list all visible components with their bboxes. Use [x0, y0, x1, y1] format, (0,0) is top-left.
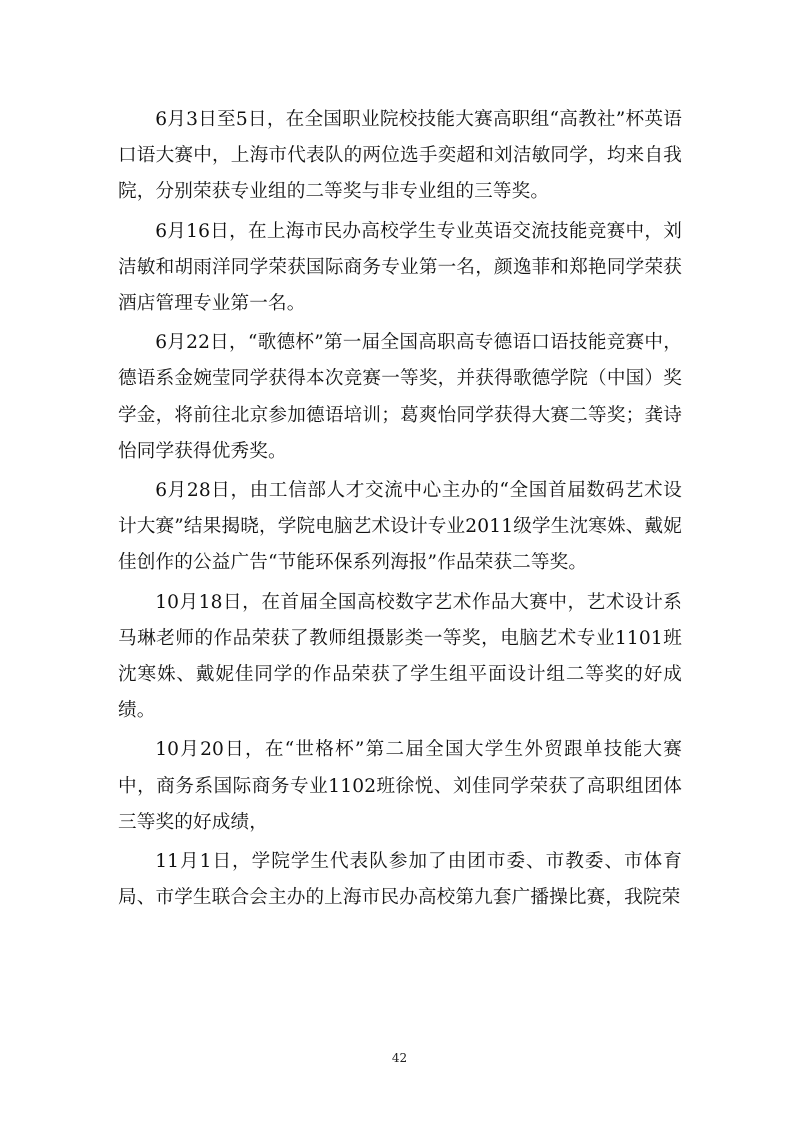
paragraph-june-22: 6月22日，“歌德杯”第一届全国高职高专德语口语技能竞赛中，德语系金婉莹同学获得本次竞赛一等奖，并获得歌德学院（中国）奖学金，将前往北京参加德语培训；葛爽怡同学获得大赛二等奖；龚诗怡同学获得优秀奖。	[118, 332, 682, 462]
paragraph-june-3: 6月3日至5日，在全国职业院校技能大赛高职组“高教社”杯英语口语大赛中，上海市代表队的两位选手奕超和刘洁敏同学，均来自我院，分别荣获专业组的二等奖与非专业组的三等奖。	[118, 109, 682, 203]
paragraph-november-1: 11月1日，学院学生代表队参加了由团市委、市教委、市体育局、市学生联合会主办的上海市民办高校第九套广播操比赛，我院荣	[118, 851, 682, 909]
page-number: 42	[391, 1051, 408, 1065]
paragraph-october-20: 10月20日，在“世格杯”第二届全国大学生外贸跟单技能大赛中，商务系国际商务专业1102班徐悦、刘佳同学荣获了高职组团体三等奖的好成绩，	[118, 739, 682, 833]
document-body	[118, 102, 682, 919]
paragraph-june-16: 6月16日，在上海市民办高校学生专业英语交流技能竞赛中，刘洁敏和胡雨洋同学荣获国际商务专业第一名，颜逸菲和郑艳同学荣获酒店管理专业第一名。	[118, 220, 682, 315]
paragraph-june-28: 6月28日，由工信部人才交流中心主办的“全国首届数码艺术设计大赛”结果揭晓，学院电脑艺术设计专业2011级学生沈寒姝、戴妮佳创作的公益广告“节能环保系列海报”作品荣获二等奖。	[118, 480, 682, 574]
paragraph-october-18: 10月18日，在首届全国高校数字艺术作品大赛中，艺术设计系马琳老师的作品荣获了教师组摄影类一等奖，电脑艺术专业1101班沈寒姝、戴妮佳同学的作品荣获了学生组平面设计组二等奖的好成绩。	[118, 591, 682, 722]
